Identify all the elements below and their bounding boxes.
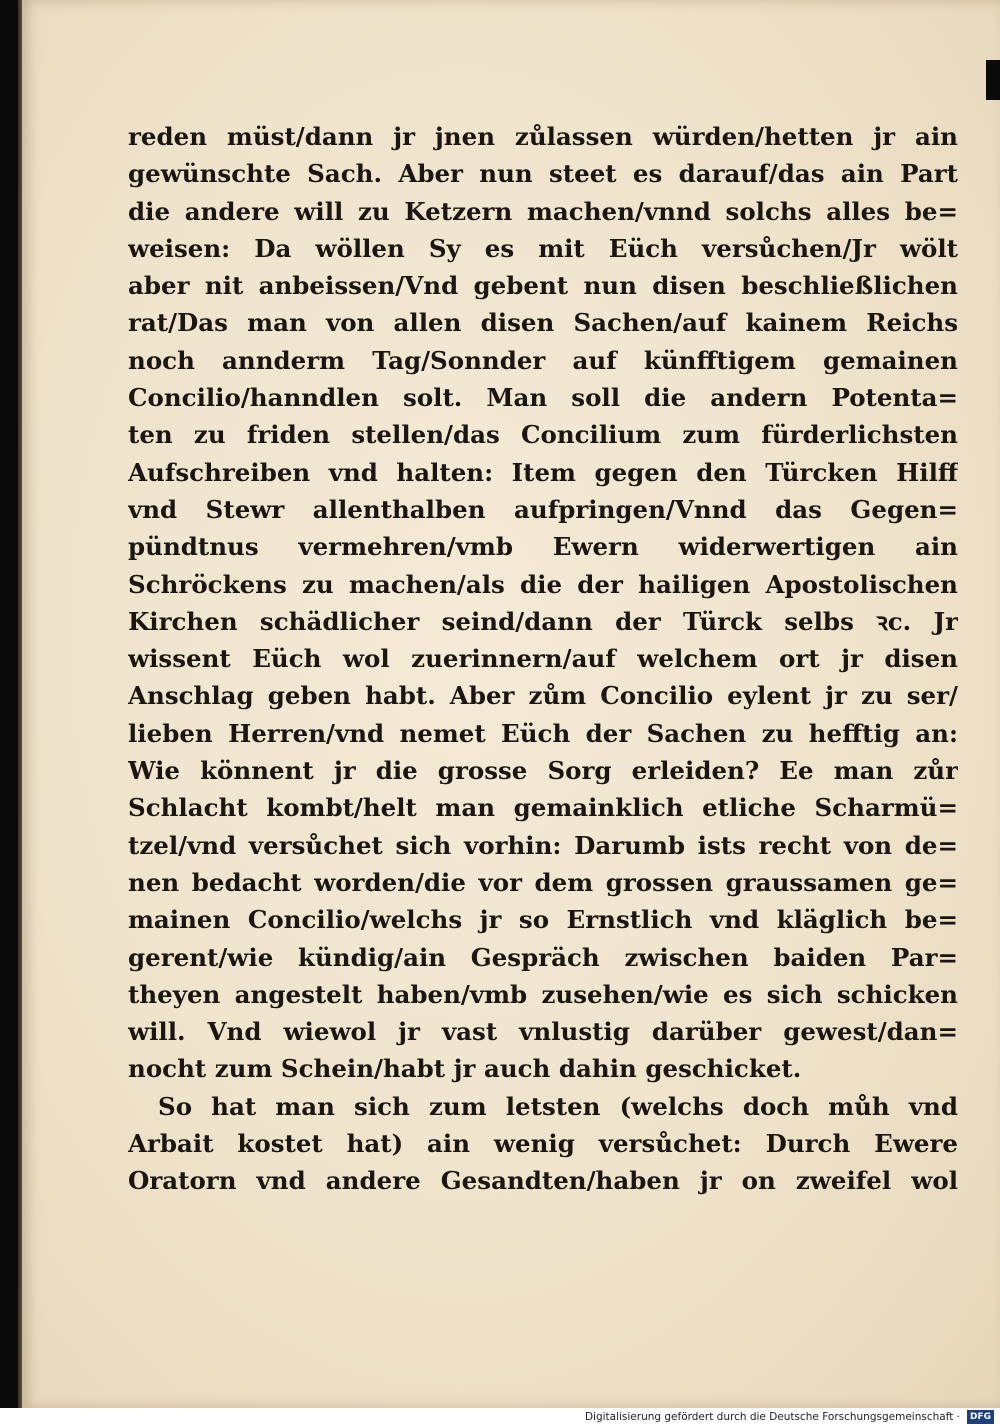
- page-text-block: [128, 118, 958, 1200]
- text-line: Concilio/hanndlen solt. Man soll die andern Potenta=: [128, 383, 958, 413]
- text-line: vnd Stewr allenthalben aufpringen/Vnnd das Gegen=: [128, 494, 958, 524]
- text-line: Arbait kostet hat) ain wenig versůchet: Durch Ewere: [128, 1129, 958, 1159]
- text-line: lieben Herren/vnd nemet Eüch der Sachen zu hefftig an:: [128, 718, 958, 748]
- text-line: weisen: Da wöllen Sy es mit Eüch versůchen/Jr wölt: [128, 233, 958, 263]
- text-line: gerent/wie kündig/ain Gespräch zwischen baiden Par=: [128, 942, 958, 972]
- text-line: Kirchen schädlicher seind/dann der Türck selbs ꝛc. Jr: [128, 606, 958, 636]
- text-line: Aufschreiben vnd halten: Item gegen den Türcken Hilff: [128, 457, 958, 487]
- funding-credit: Digitalisierung gefördert durch die Deutsche Forschungsgemeinschaft ·: [584, 1411, 960, 1423]
- text-line: reden müst/dann jr jnen zůlassen würden/hetten jr ain: [128, 122, 958, 151]
- text-line: nen bedacht worden/die vor dem grossen graussamen ge=: [128, 867, 958, 897]
- text-line: mainen Concilio/welchs jr so Ernstlich vnd kläglich be=: [128, 905, 958, 935]
- text-line: aber nit anbeissen/Vnd gebent nun disen beschließlichen: [128, 271, 958, 301]
- text-line: rat/Das man von allen disen Sachen/auf kainem Reichs: [128, 308, 958, 338]
- dfg-logo: DFG: [967, 1410, 994, 1424]
- text-line: Oratorn vnd andere Gesandten/haben jr on zweifel wol: [128, 1166, 958, 1196]
- text-line: ten zu friden stellen/das Concilium zum fürderlichsten: [128, 420, 958, 450]
- text-line: gewünschte Sach. Aber nun steet es darauf/das ain Part: [128, 159, 958, 189]
- text-line: will. Vnd wiewol jr vast vnlustig darüber gewest/dan=: [128, 1017, 958, 1047]
- text-line-paragraph-start: So hat man sich zum letsten (welchs doch můh vnd: [158, 1091, 958, 1121]
- text-line: noch annderm Tag/Sonnder auf künfftigem gemainen: [128, 345, 958, 375]
- page-corner-mark: [986, 60, 1000, 100]
- footer-bar: [0, 1408, 1000, 1426]
- text-line: tzel/vnd versůchet sich vorhin: Darumb ists recht von de=: [128, 830, 958, 860]
- text-line: die andere will zu Ketzern machen/vnnd solchs alles be=: [128, 196, 958, 226]
- text-line-paragraph-end: nocht zum Schein/habt jr auch dahin geschicket.: [128, 1054, 802, 1084]
- text-line: theyen angestelt haben/vmb zusehen/wie es sich schicken: [128, 979, 958, 1009]
- text-line: wissent Eüch wol zuerinnern/auf welchem ort jr disen: [128, 644, 958, 674]
- text-line: Anschlag geben habt. Aber zům Concilio eylent jr zu ser/: [128, 681, 958, 711]
- text-line: Wie könnent jr die grosse Sorg erleiden? Ee man zůr: [128, 756, 958, 786]
- text-line: Schlacht kombt/helt man gemainklich etliche Scharmü=: [128, 793, 958, 823]
- text-line: pündtnus vermehren/vmb Ewern widerwertigen ain: [128, 532, 958, 562]
- text-line: Schröckens zu machen/als die der hailigen Apostolischen: [128, 569, 958, 599]
